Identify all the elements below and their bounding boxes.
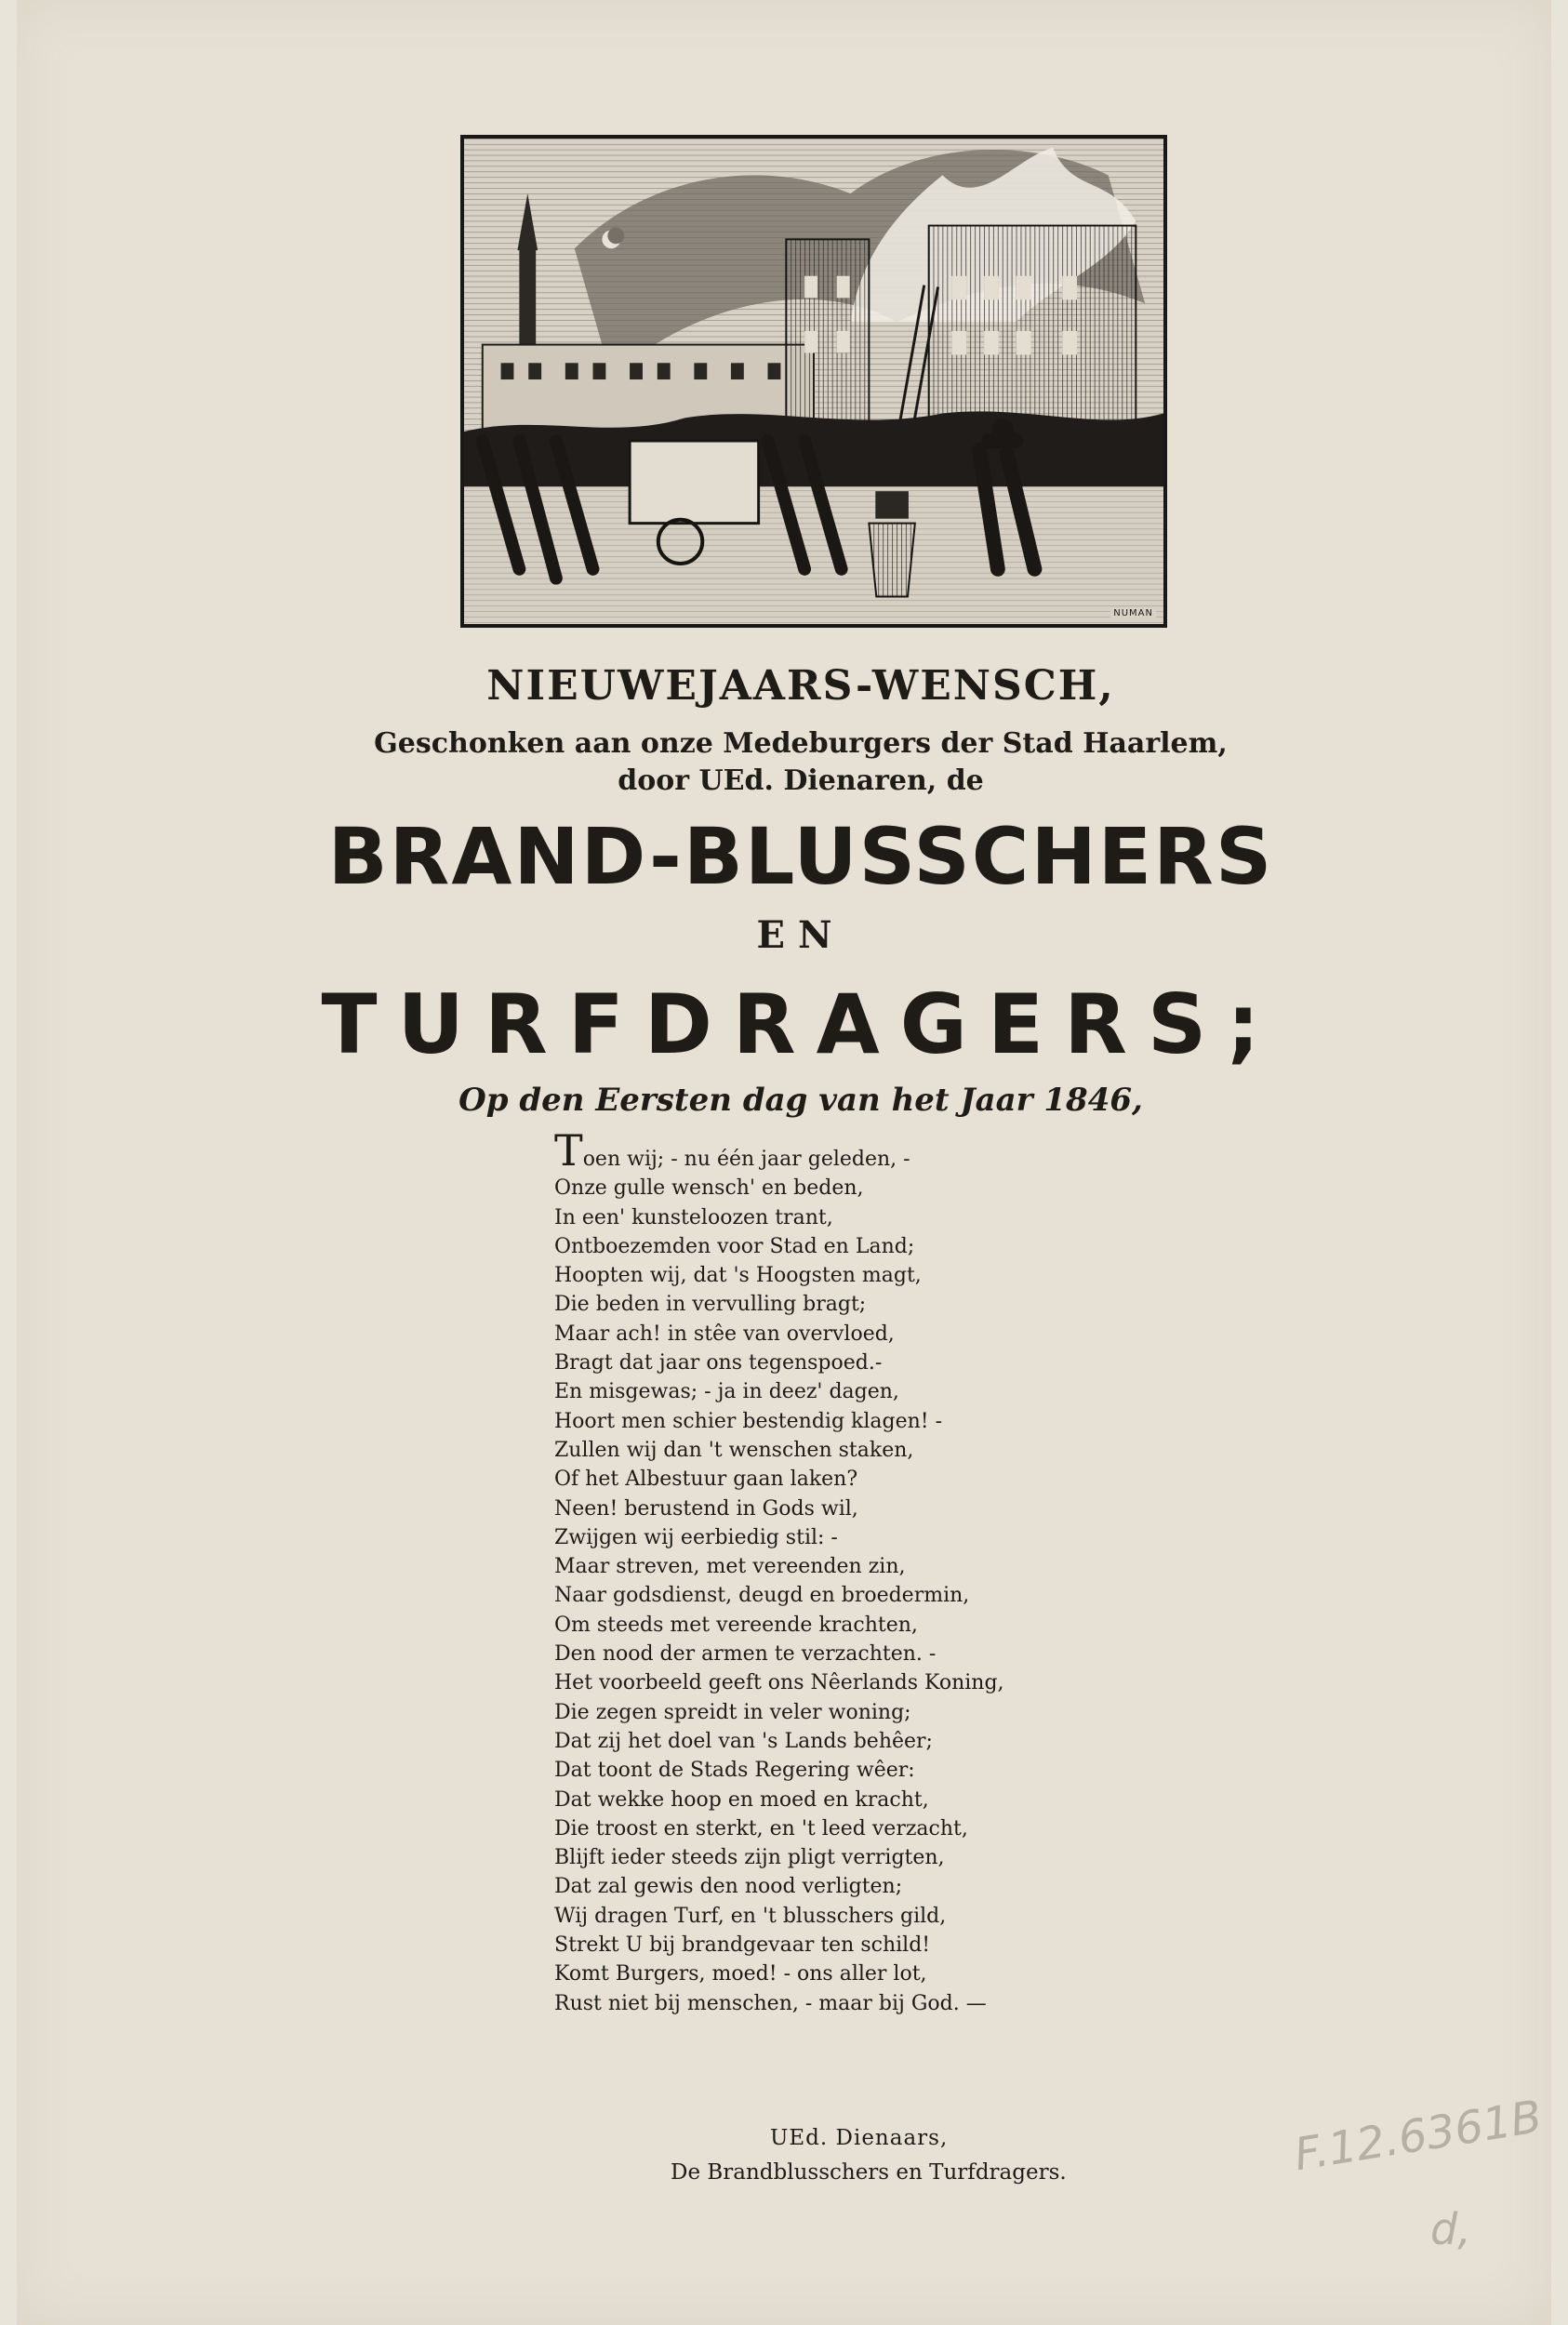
poem-line: Maar streven, met vereenden zin, <box>554 1555 906 1579</box>
poem-line: Bragt dat jaar ons tegenspoed.- <box>554 1351 883 1375</box>
pencil-annotation-2: d, <box>1430 2204 1471 2254</box>
closing-line-2: De Brandblusschers en Turfdragers. <box>671 2160 1067 2185</box>
poem-line: Naar godsdienst, deugd en broedermin, <box>554 1584 970 1608</box>
poem-line <box>554 1125 1131 1176</box>
poem-line: Of het Albestuur gaan laken? <box>554 1468 858 1492</box>
poem-line: Om steeds met vereende krachten, <box>554 1613 918 1637</box>
poem-line: Hoopten wij, dat 's Hoogsten magt, <box>554 1264 922 1288</box>
heading-brandblusschers: BRAND-BLUSSCHERS <box>327 811 1274 902</box>
poem-line: Rust niet bij menschen, - maar bij God. — <box>554 1991 987 2015</box>
poem-line: Hoort men schier bestendig klagen! - <box>554 1409 943 1433</box>
poem-line: Die troost en sterkt, en 't leed verzacht, <box>554 1816 968 1840</box>
poem-line: Die beden in vervulling bragt; <box>554 1293 867 1317</box>
poem-line: Dat wekke hoop en moed en kracht, <box>554 1787 929 1812</box>
poem-line: Wij dragen Turf, en 't blusschers gild, <box>554 1904 947 1928</box>
poem-line: Zullen wij dan 't wenschen staken, <box>554 1438 914 1462</box>
poem-line: In een' kunsteloozen trant, <box>554 1205 833 1229</box>
poem-line: Blijft ieder steeds zijn pligt verrigten, <box>554 1846 945 1870</box>
poem-line: Zwijgen wij eerbiedig stil: - <box>554 1525 838 1549</box>
poem-line: Den nood der armen te verzachten. - <box>554 1642 937 1667</box>
poem-line: Neen! berustend in Gods wil, <box>554 1496 858 1521</box>
dateline: Op den Eersten dag van het Jaar 1846, <box>458 1082 1143 1119</box>
poem-line: Ontboezemden voor Stad en Land; <box>554 1234 915 1258</box>
poem-line: Maar ach! in stêe van overvloed, <box>554 1322 895 1346</box>
subtitle-line-1: Geschonken aan onze Medeburgers der Stad Haarlem, <box>374 727 1228 760</box>
fire-scene-image <box>464 139 1163 624</box>
closing-line-1: UEd. Dienaars, <box>770 2126 949 2150</box>
poem-line: Komt Burgers, moed! - ons aller lot, <box>554 1962 927 1986</box>
heading-conjunction: EN <box>756 913 845 957</box>
document-page <box>17 0 1551 2325</box>
poem-line: Dat zij het doel van 's Lands behêer; <box>554 1729 933 1753</box>
drop-cap: T <box>554 1125 583 1176</box>
woodcut-illustration <box>460 135 1167 628</box>
subtitle-line-2: door UEd. Dienaren, de <box>618 764 984 797</box>
poem-line: Die zegen spreidt in veler woning; <box>554 1700 911 1724</box>
pencil-annotation: F.12.6361B <box>1291 2091 1546 2182</box>
heading-turfdragers: TURFDRAGERS; <box>321 976 1281 1072</box>
poem-line-text: oen wij; - nu één jaar geleden, - <box>582 1148 910 1171</box>
poem-line: Het voorbeeld geeft ons Nêerlands Koning, <box>554 1671 1004 1695</box>
poem-line: Strekt U bij brandgevaar ten schild! <box>554 1933 931 1958</box>
document-title: NIEUWEJAARS-WENSCH, <box>486 662 1115 710</box>
poem-line: Onze gulle wensch' en beden, <box>554 1176 864 1201</box>
poem-line: Dat toont de Stads Regering wêer: <box>554 1759 915 1783</box>
poem-line: En misgewas; - ja in deez' dagen, <box>554 1380 899 1404</box>
poem-line: Dat zal gewis den nood verligten; <box>554 1875 903 1899</box>
poem <box>554 1125 1131 2018</box>
engraver-signature: NUMAN <box>1110 608 1156 618</box>
